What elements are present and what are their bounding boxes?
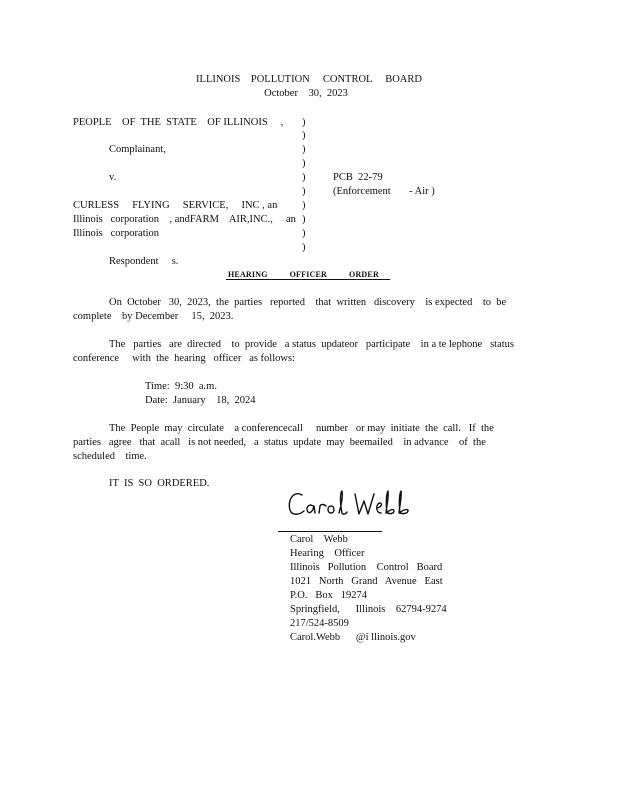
caption-paren: ) <box>302 130 306 141</box>
signer-email: Carol.Webb @i llinois.gov <box>290 632 416 643</box>
paragraph-3-line-1: The People may circulate a conferencecall number or may initiate the call. If the <box>109 423 494 434</box>
document-board-title: ILLINOIS POLLUTION CONTROL BOARD <box>196 74 422 85</box>
document-date: October 30, 2023 <box>264 88 348 99</box>
caption-paren: ) <box>302 214 306 225</box>
conference-time: Time: 9:30 a.m. <box>145 381 217 392</box>
paragraph-1-line-1: On October 30, 2023, the parties reported that written discovery is expected to be <box>109 297 507 308</box>
paragraph-2-line-1: The parties are directed to provide a status updateor participate in a te lephone status <box>109 339 514 350</box>
signature-line <box>278 531 382 532</box>
paragraph-1-line-2: complete by December 15, 2023. <box>73 311 234 322</box>
signer-name: Carol Webb <box>290 534 348 545</box>
caption-complainant-label: Complainant, <box>109 144 166 155</box>
signer-po-box: P.O. Box 19274 <box>290 590 368 601</box>
case-type: (Enforcement - Air ) <box>333 186 435 197</box>
caption-versus: v. <box>109 172 117 183</box>
caption-respondent-line-3: Illinois corporation <box>73 228 160 239</box>
conference-date: Date: January 18, 2024 <box>145 395 256 406</box>
so-ordered: IT IS SO ORDERED. <box>109 478 210 489</box>
caption-respondent-line-1: CURLESS FLYING SERVICE, INC , an <box>73 200 278 211</box>
caption-paren: ) <box>302 200 306 211</box>
caption-paren: ) <box>302 158 306 169</box>
caption-paren: ) <box>302 172 306 183</box>
paragraph-2-line-2: conference with the hearing officer as follows: <box>73 353 295 364</box>
caption-respondent-line-2: Illinois corporation , andFARM AIR,INC., an <box>73 214 296 225</box>
caption-paren: ) <box>302 144 306 155</box>
handwritten-signature <box>285 486 415 522</box>
paragraph-3-line-2: parties agree that acall is not needed, a status update may beemailed in advance of the <box>73 437 486 448</box>
caption-complainant-party: PEOPLE OF THE STATE OF ILLINOIS , <box>73 117 284 128</box>
caption-paren: ) <box>302 228 306 239</box>
signer-city: Springfield, Illinois 62794-9274 <box>290 604 447 615</box>
caption-paren: ) <box>302 242 306 253</box>
signer-agency: Illinois Pollution Control Board <box>290 562 443 573</box>
signer-phone: 217/524-8509 <box>290 618 349 629</box>
case-number: PCB 22-79 <box>333 172 383 183</box>
signer-street: 1021 North Grand Avenue East <box>290 576 443 587</box>
order-heading: HEARING OFFICER ORDER <box>228 270 379 279</box>
signer-title: Hearing Officer <box>290 548 365 559</box>
caption-paren: ) <box>302 186 306 197</box>
caption-respondents-label: Respondent s. <box>109 256 179 267</box>
caption-paren: ) <box>302 117 306 128</box>
order-heading-underline <box>226 279 390 280</box>
paragraph-3-line-3: scheduled time. <box>73 451 147 462</box>
